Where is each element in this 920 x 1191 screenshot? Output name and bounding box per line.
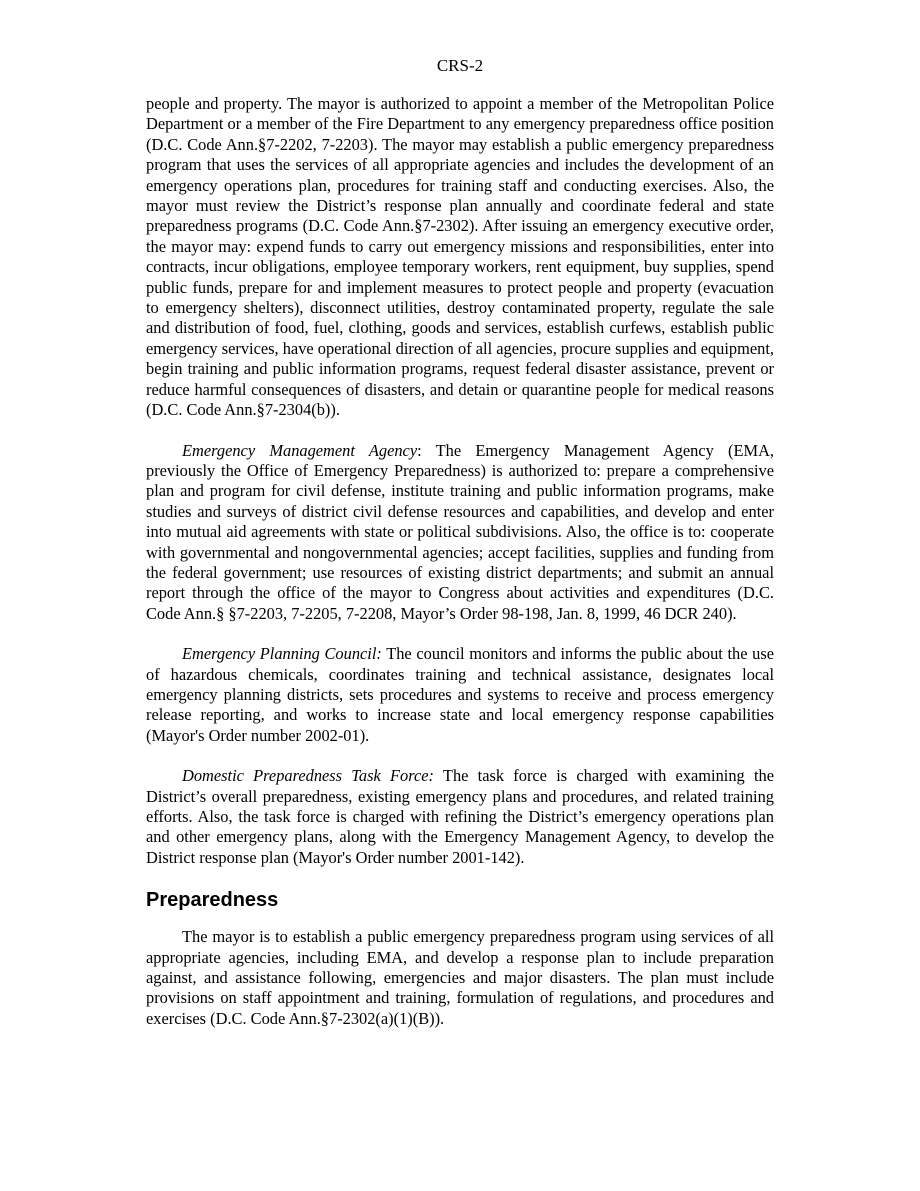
document-body — [146, 94, 774, 1029]
paragraph-preparedness: The mayor is to establish a public emergency preparedness program using services of all appropriate agencies, including EMA, and develop a response plan to include preparation against, and assistance following, emergencies and major disasters. The plan must include provisions on staff appointment and training, formulation of regulations, and procedures and exercises (D.C. Code Ann.§7-2302(a)(1)(B)). — [146, 927, 774, 1028]
paragraph-planning-council — [146, 644, 774, 746]
term-planning-council: Emergency Planning Council: — [182, 644, 382, 664]
paragraph-task-force — [146, 766, 774, 868]
section-heading-preparedness: Preparedness — [146, 889, 279, 912]
paragraph-task-force-text: The task force is charged with examining the District’s overall preparedness, existing emergency plans and procedures, and related training efforts. Also, the task force is charged with refining the District’s emergency operations plan and other emergency plans, along with the Emergency Management Agency, to develop the District response plan (Mayor's Order number 2001-142). — [146, 766, 774, 867]
paragraph-ema-text: : The Emergency Management Agency (EMA, previously the Office of Emergency Preparedness) is authorized to: prepare a comprehensive plan and program for civil defense, institute training and public information programs, make studies and surveys of district civil defense resources and capabilities, and develop and enter into mutual aid agreements with state or political subdivisions. Also, the office is to: cooperate with governmental and nongovernmental agencies; accept facilities, supplies and funding from the federal government; use resources of existing district departments; and submit an annual report through the office of the mayor to Congress about activities and expenditures (D.C. Code Ann.§ §7-2203, 7-2205, 7-2208, Mayor’s Order 98-198, Jan. 8, 1999, 46 DCR 240). — [146, 440, 775, 623]
page-header: CRS-2 — [436, 56, 484, 75]
term-ema: Emergency Management Agency — [182, 440, 418, 460]
term-task-force: Domestic Preparedness Task Force: — [182, 766, 434, 786]
paragraph-ema — [146, 441, 774, 625]
paragraph-mayor-powers: people and property. The mayor is authorized to appoint a member of the Metropolitan Police Department or a member of the Fire Department to any emergency preparedness office position (D.C. Code Ann.§7-2202, 7-2203). The mayor may establish a public emergency preparedness program that uses the services of all appropriate agencies and includes the development of an emergency operations plan, procedures for training staff and conducting exercises. Also, the mayor must review the District’s response plan annually and coordinate federal and state preparedness programs (D.C. Code Ann.§7-2302). After issuing an emergency executive order, the mayor may: expend funds to carry out emergency missions and responsibilities, enter into contracts, incur obligations, employee temporary workers, rent equipment, buy supplies, spend public funds, prepare for and implement measures to protect people and property (evacuation to emergency shelters), disconnect utilities, destroy contaminated property, regulate the sale and distribution of food, fuel, clothing, goods and services, establish curfews, establish public emergency services, have operational direction of all agencies, procure supplies and equipment, begin training and public information programs, request federal disaster assistance, prevent or reduce harmful consequences of disasters, and detain or quarantine people for medical reasons (D.C. Code Ann.§7-2304(b)). — [146, 94, 774, 420]
paragraph-planning-council-text: The council monitors and informs the public about the use of hazardous chemicals, coordinates training and technical assistance, designates local emergency planning districts, sets procedures and systems to receive and process emergency release reporting, and works to increase state and local emergency response capabilities (Mayor's Order number 2002-01). — [146, 644, 775, 745]
